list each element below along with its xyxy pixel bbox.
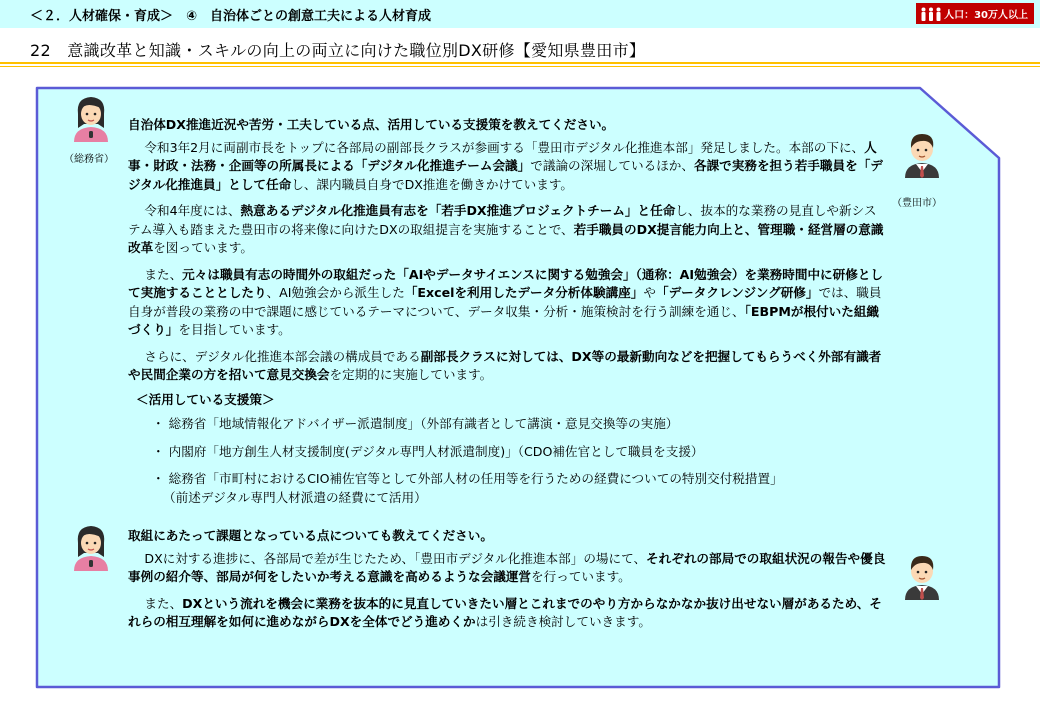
support-item xyxy=(152,415,888,434)
body-text: また、 xyxy=(144,595,183,611)
body-text: を定期的に実施しています。 xyxy=(329,367,493,382)
answer-2-paragraph-2 xyxy=(128,595,888,632)
answer-1-paragraph-4 xyxy=(128,348,888,385)
ministry-label: （総務省） xyxy=(64,154,114,165)
body-text: では、職員自身が普段の業務の中で課題に感じているテーマについて、データ収集・分析・施策検討を行う訓練を通じ、 xyxy=(128,285,882,319)
answer-2-paragraph-1 xyxy=(128,550,888,587)
emphasis-text: 「データクレンジング研修」 xyxy=(655,285,819,300)
body-text: し、課内職員自身でDX推進を働きかけています。 xyxy=(291,176,574,192)
body-text: 令和4年度には、 xyxy=(144,203,241,218)
support-heading: ＜活用している支援策＞ xyxy=(136,391,275,407)
body-text: を目指しています。 xyxy=(178,322,291,337)
body-text: 、AI勉強会から派生した xyxy=(266,285,405,300)
question-2: 取組にあたって課題となっている点についても教えてください。 xyxy=(128,528,493,543)
man-avatar-icon xyxy=(900,547,944,605)
answer-1-paragraph-3 xyxy=(128,266,888,340)
emphasis-text: DXという流れを機会に業務を抜本的に見直していきたい層とこれまでのやり方からなかなか抜け出せない層があるため、それらの相互理解を如何に進めながらDXを全体でどう進めくか xyxy=(128,595,882,629)
interview-content xyxy=(128,116,888,640)
woman-avatar-icon xyxy=(68,94,114,146)
support-item-text: ・ 総務省「市町村におけるCIO補佐官等として外部人材の任用等を行うための経費についての特別交付税措置」 xyxy=(152,471,783,486)
city-label: （豊田市） xyxy=(892,198,942,209)
population-label: 人口：30万人以上 xyxy=(944,10,1028,21)
page-title: 22 意識改革と知識・スキルの向上の両立に向けた職位別DX研修【愛知県豊田市】 xyxy=(30,41,646,60)
answer-1-paragraph-2 xyxy=(128,202,888,258)
body-text: DXに対する進捗に、各部局で差が生じたため、「豊田市デジタル化推進本部」の場にて、 xyxy=(144,550,647,566)
woman-avatar-icon xyxy=(68,523,114,575)
man-avatar-icon xyxy=(900,128,944,180)
body-text: また、 xyxy=(144,266,183,282)
support-item xyxy=(152,443,888,462)
support-item-text: ・ 内閣府「地方創生人材支援制度(デジタル専門人材派遣制度)」（CDO補佐官として職員を支援） xyxy=(152,443,704,459)
body-text: し、抜本的な業務の見直しや新システム導入も踏まえた豊田市の将来像に向けたDXの取組提言を実施することで、 xyxy=(128,203,877,237)
support-item-text: ・ 総務省「地域情報化アドバイザー派遣制度」（外部有識者として講演・意見交換等の実施） xyxy=(152,416,679,431)
emphasis-text: 「EBPMが根付いた組織づくり」 xyxy=(128,303,880,337)
emphasis-text: 元々は職員有志の時間外の取組だった「AIやデータサイエンスに関する勉強会」（通称：AI勉強会）を業務時間中に研修として実施することとしたり xyxy=(128,266,884,300)
body-text: で議論の深堀しているほか、 xyxy=(530,158,694,173)
breadcrumb: ＜２．人材確保・育成＞ ④ 自治体ごとの創意工夫による人材育成 xyxy=(30,9,432,24)
emphasis-text: 熱意あるデジタル化推進員有志を「若手DX推進プロジェクトチーム」と任命 xyxy=(240,203,676,218)
body-text: さらに、デジタル化推進本部会議の構成員である xyxy=(144,348,421,364)
emphasis-text: 各課で実務を担う若手職員を「デジタル化推進員」として任命 xyxy=(128,158,883,192)
emphasis-text: 人事・財政・法務・企画等の所属長による「デジタル化推進チーム会議」 xyxy=(128,139,877,173)
support-item xyxy=(152,470,888,507)
support-item-note: （前述デジタル専門人材派遣の経費にて活用） xyxy=(163,489,427,505)
question-1: 自治体DX推進近況や苦労・工夫している点、活用している支援策を教えてください。 xyxy=(128,117,615,132)
body-text: 令和3年2月に両副市長をトップに各部局の副部長クラスが参画する「豊田市デジタル化推進本部」発足しました。本部の下に、 xyxy=(144,139,865,155)
emphasis-text: それぞれの部局での取組状況の報告や優良事例の紹介等、部局が何をしたいか考える意識を高めるような会議運営 xyxy=(128,550,886,584)
emphasis-text: 「Excelを利用したデータ分析体験講座」 xyxy=(404,285,644,300)
body-text: を行っています。 xyxy=(531,569,631,584)
body-text: は引き続き検討していきます。 xyxy=(475,614,651,629)
body-text: を図っています。 xyxy=(153,240,253,255)
emphasis-text: 副部長クラスに対しては、DX等の最新動向などを把握してもらうべく外部有識者や民間企業の方を招いて意見交換会 xyxy=(128,348,882,382)
answer-1-paragraph-1 xyxy=(128,139,888,195)
body-text: や xyxy=(643,285,656,300)
emphasis-text: 若手職員のDX提言能力向上と、管理職・経営層の意識改革 xyxy=(128,221,884,255)
